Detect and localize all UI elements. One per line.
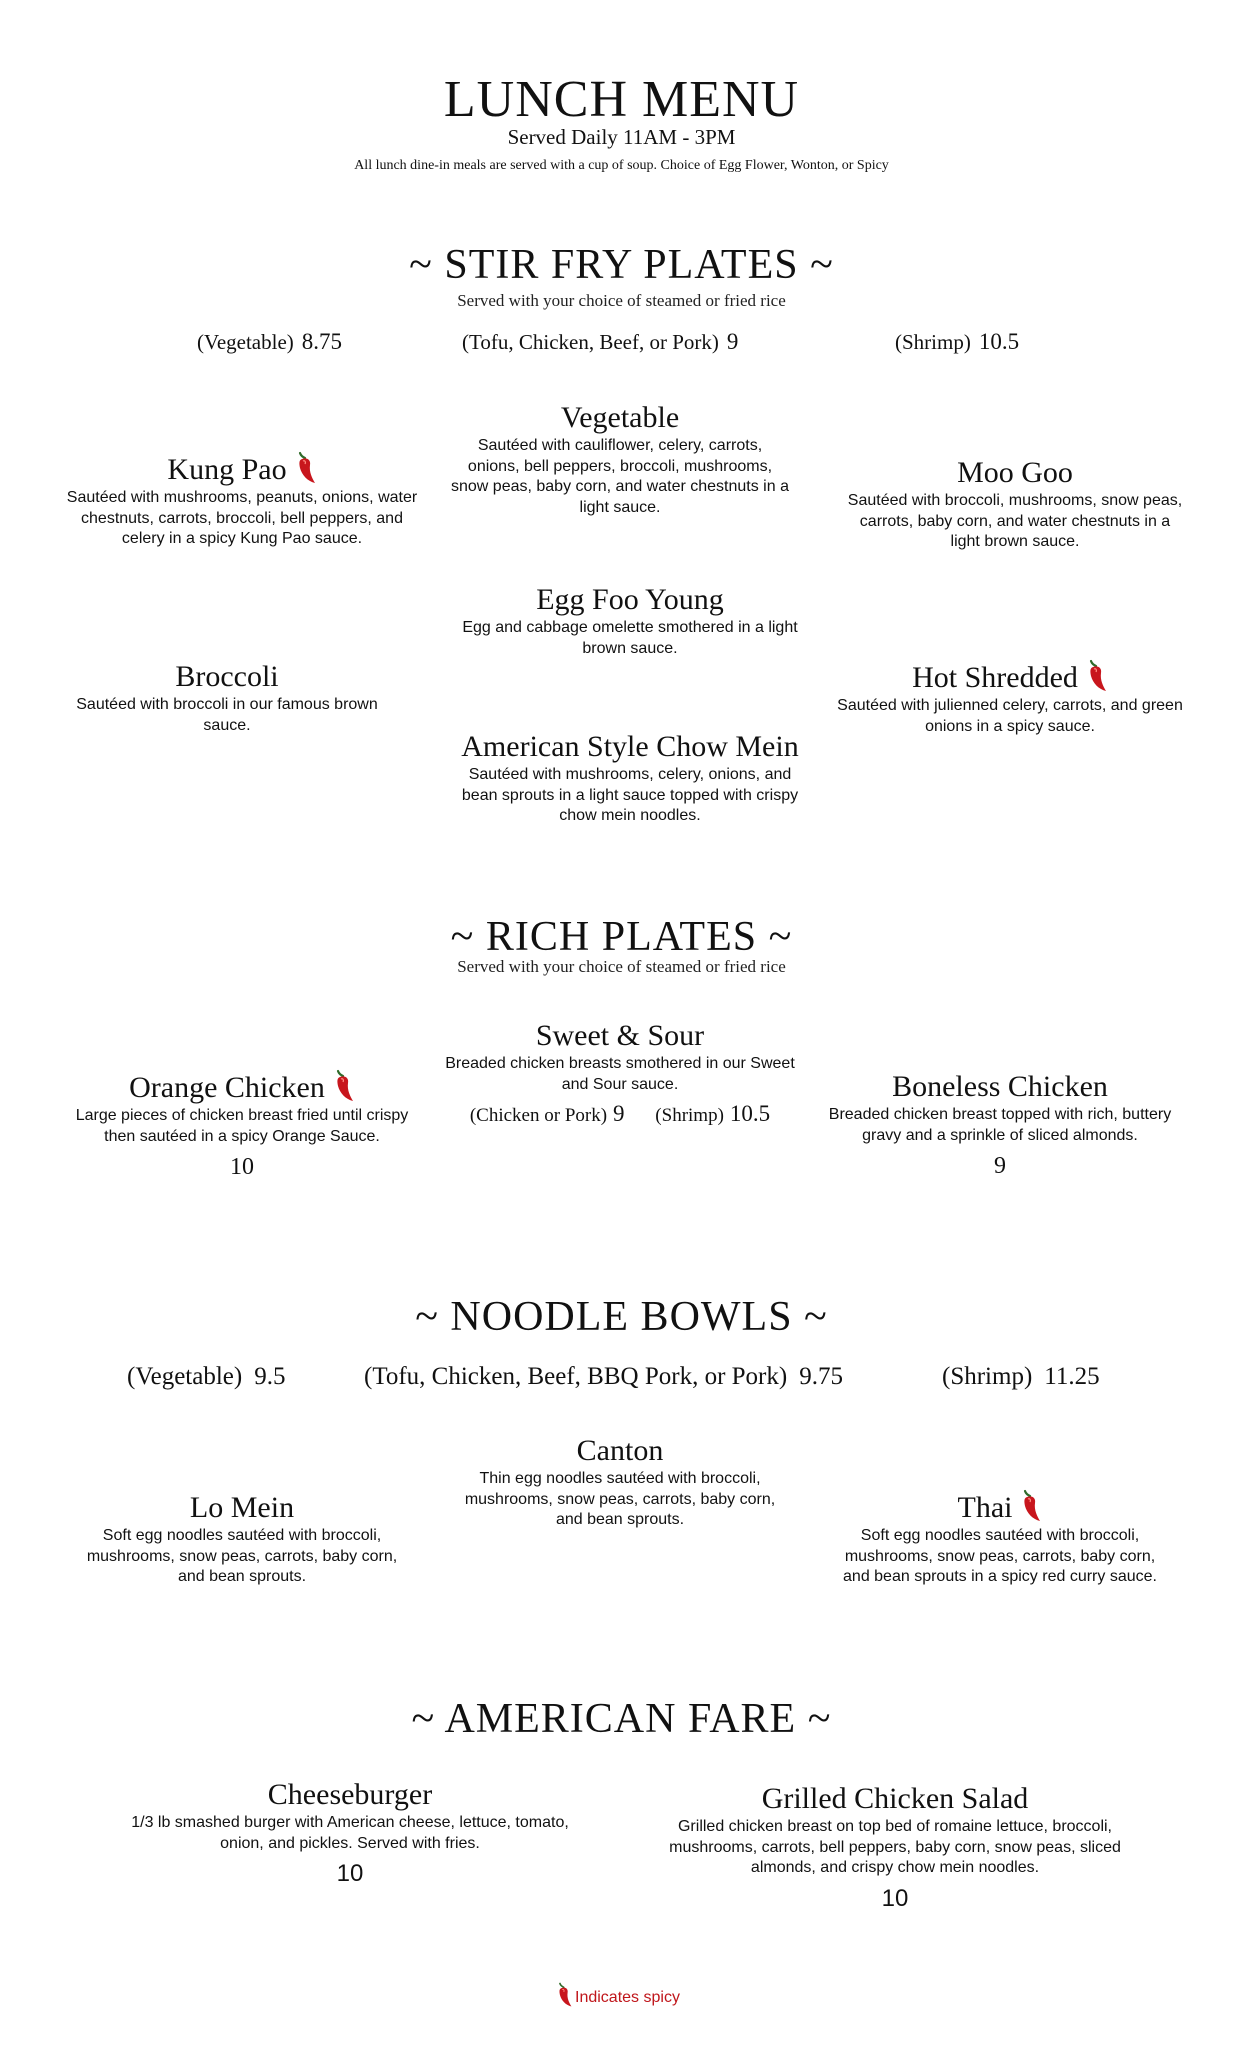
menu-title: LUNCH MENU <box>443 71 800 128</box>
dish-name: Hot Shredded <box>912 661 1078 694</box>
price-label: (Vegetable) <box>127 1363 243 1390</box>
dish-description: 1/3 lb smashed burger with American cheese, lettuce, tomato, onion, and pickles. Served with fries. <box>131 1814 569 1852</box>
dish-name: Canton <box>576 1434 664 1467</box>
dish-name: Broccoli <box>175 660 279 693</box>
dish-cheeseburger <box>125 1777 575 1888</box>
section-title-noodle-bowls: ~ NOODLE BOWLS ~ <box>415 1294 828 1340</box>
dish-description: Sautéed with cauliflower, celery, carrots, onions, bell peppers, broccoli, mushrooms, snow peas, baby corn, and water chestnuts in a light sauce. <box>451 437 789 516</box>
price-label: (Shrimp) <box>655 1105 724 1126</box>
price-label: (Chicken or Pork) <box>469 1105 608 1126</box>
dish-name: Egg Foo Young <box>536 583 724 616</box>
price-label: (Tofu, Chicken, Beef, or Pork) <box>462 330 719 354</box>
dish-hot-shredded <box>830 659 1190 737</box>
dish-description: Grilled chicken breast on top bed of romaine lettuce, broccoli, mushrooms, carrots, bell peppers, baby corn, snow peas, sliced almonds, and crispy chow mein noodles. <box>669 1818 1121 1876</box>
section-subtitle-stir-fry: Served with your choice of steamed or fried rice <box>457 291 786 310</box>
dish-name: Lo Mein <box>189 1491 295 1524</box>
section-title-stir-fry: ~ STIR FRY PLATES ~ <box>409 242 834 288</box>
dish-description: Large pieces of chicken breast fried until crispy then sautéed in a spicy Orange Sauce. <box>75 1107 409 1145</box>
section-title-rich-plates: ~ RICH PLATES ~ <box>450 914 793 960</box>
dish-kung-pao <box>62 451 422 550</box>
chili-pepper-icon <box>291 451 317 485</box>
price-label: (Tofu, Chicken, Beef, BBQ Pork, or Pork) <box>364 1363 788 1390</box>
price-value: 9.75 <box>799 1363 843 1390</box>
dish-price: 10 <box>336 1860 364 1887</box>
noodle-price-shrimp <box>942 1364 1100 1390</box>
price-tofu-chicken-beef-pork <box>462 329 738 355</box>
dish-price: 10 <box>230 1154 254 1180</box>
price-value: 9.5 <box>254 1363 286 1390</box>
dish-name: Cheeseburger <box>267 1778 433 1811</box>
dish-price: 9 <box>994 1153 1006 1179</box>
dish-name-row <box>830 1489 1170 1526</box>
price-value: 9 <box>613 1101 625 1126</box>
dish-name: Grilled Chicken Salad <box>761 1782 1029 1815</box>
dish-boneless-chicken <box>825 1069 1175 1180</box>
served-hours: Served Daily 11AM - 3PM <box>507 125 736 149</box>
dish-egg-foo-young <box>455 582 805 659</box>
dish-description: Sautéed with julienned celery, carrots, and green onions in a spicy sauce. <box>837 697 1183 735</box>
dish-name: Moo Goo <box>957 456 1073 489</box>
dish-description: Sautéed with broccoli, mushrooms, snow peas, carrots, baby corn, and water chestnuts in a light brown sauce. <box>847 492 1183 550</box>
dish-description: Sautéed with broccoli in our famous brown sauce. <box>76 696 378 734</box>
dish-moo-goo <box>845 455 1185 553</box>
dish-description: Sautéed with mushrooms, celery, onions, and bean sprouts in a light sauce topped with crispy chow mein noodles. <box>461 766 799 824</box>
dish-sweet-sour <box>440 1018 800 1129</box>
chili-pepper-icon <box>1082 659 1108 693</box>
chili-pepper-icon <box>1016 1489 1042 1523</box>
dish-name: American Style Chow Mein <box>461 730 799 763</box>
price-vegetable <box>197 329 342 355</box>
dish-description: Egg and cabbage omelette smothered in a light brown sauce. <box>462 619 798 657</box>
price-value: 11.25 <box>1044 1363 1100 1390</box>
dish-name: Vegetable <box>560 401 680 434</box>
price-shrimp <box>895 329 1019 355</box>
dish-broccoli <box>72 659 382 736</box>
dish-price: 10 <box>881 1884 909 1912</box>
dish-name: Kung Pao <box>167 453 287 486</box>
spicy-legend <box>553 1982 680 2008</box>
dish-grilled-chicken-salad <box>650 1781 1140 1913</box>
price-label: (Shrimp) <box>895 330 971 354</box>
dish-description: Soft egg noodles sautéed with broccoli, mushrooms, snow peas, carrots, baby corn, and bean sprouts. <box>86 1527 398 1585</box>
dish-name-row <box>830 659 1190 696</box>
dish-canton <box>450 1433 790 1531</box>
soup-note: All lunch dine-in meals are served with a cup of soup. Choice of Egg Flower, Wonton, or Spicy <box>354 158 889 173</box>
dish-orange-chicken <box>62 1069 422 1181</box>
legend-text: Indicates spicy <box>575 1989 680 2006</box>
dish-name-row <box>62 1069 422 1106</box>
dish-description: Sautéed with mushrooms, peanuts, onions, water chestnuts, carrots, broccoli, bell peppers, and celery in a spicy Kung Pao sauce. <box>66 489 418 547</box>
chili-pepper-icon <box>553 1982 573 2008</box>
dish-price-options <box>440 1101 800 1129</box>
dish-lo-mein <box>72 1490 412 1588</box>
dish-vegetable <box>450 400 790 518</box>
dish-name: Thai <box>957 1491 1013 1524</box>
noodle-price-vegetable <box>127 1364 285 1390</box>
dish-description: Soft egg noodles sautéed with broccoli, mushrooms, snow peas, carrots, baby corn, and bean sprouts in a spicy red curry sauce. <box>843 1527 1157 1585</box>
dish-thai <box>830 1489 1170 1588</box>
price-value: 10.5 <box>978 329 1020 354</box>
dish-description: Thin egg noodles sautéed with broccoli, mushrooms, snow peas, carrots, baby corn, and bean sprouts. <box>464 1470 776 1528</box>
price-value: 10.5 <box>729 1101 771 1126</box>
dish-american-chow-mein <box>460 729 800 827</box>
dish-name-row <box>62 451 422 488</box>
price-label: (Shrimp) <box>942 1363 1033 1390</box>
price-value: 8.75 <box>301 329 343 354</box>
dish-description: Breaded chicken breast topped with rich, buttery gravy and a sprinkle of sliced almonds. <box>828 1106 1172 1144</box>
dish-name: Orange Chicken <box>129 1071 325 1104</box>
price-label: (Vegetable) <box>197 330 294 354</box>
section-subtitle-rich-plates: Served with your choice of steamed or fried rice <box>457 957 786 976</box>
section-title-american-fare: ~ AMERICAN FARE ~ <box>411 1696 832 1742</box>
chili-pepper-icon <box>329 1069 355 1103</box>
price-value: 9 <box>726 329 739 354</box>
dish-name: Sweet & Sour <box>535 1019 705 1052</box>
dish-description: Breaded chicken breasts smothered in our Sweet and Sour sauce. <box>445 1055 795 1093</box>
dish-name: Boneless Chicken <box>892 1070 1108 1103</box>
noodle-price-meats <box>364 1364 843 1390</box>
